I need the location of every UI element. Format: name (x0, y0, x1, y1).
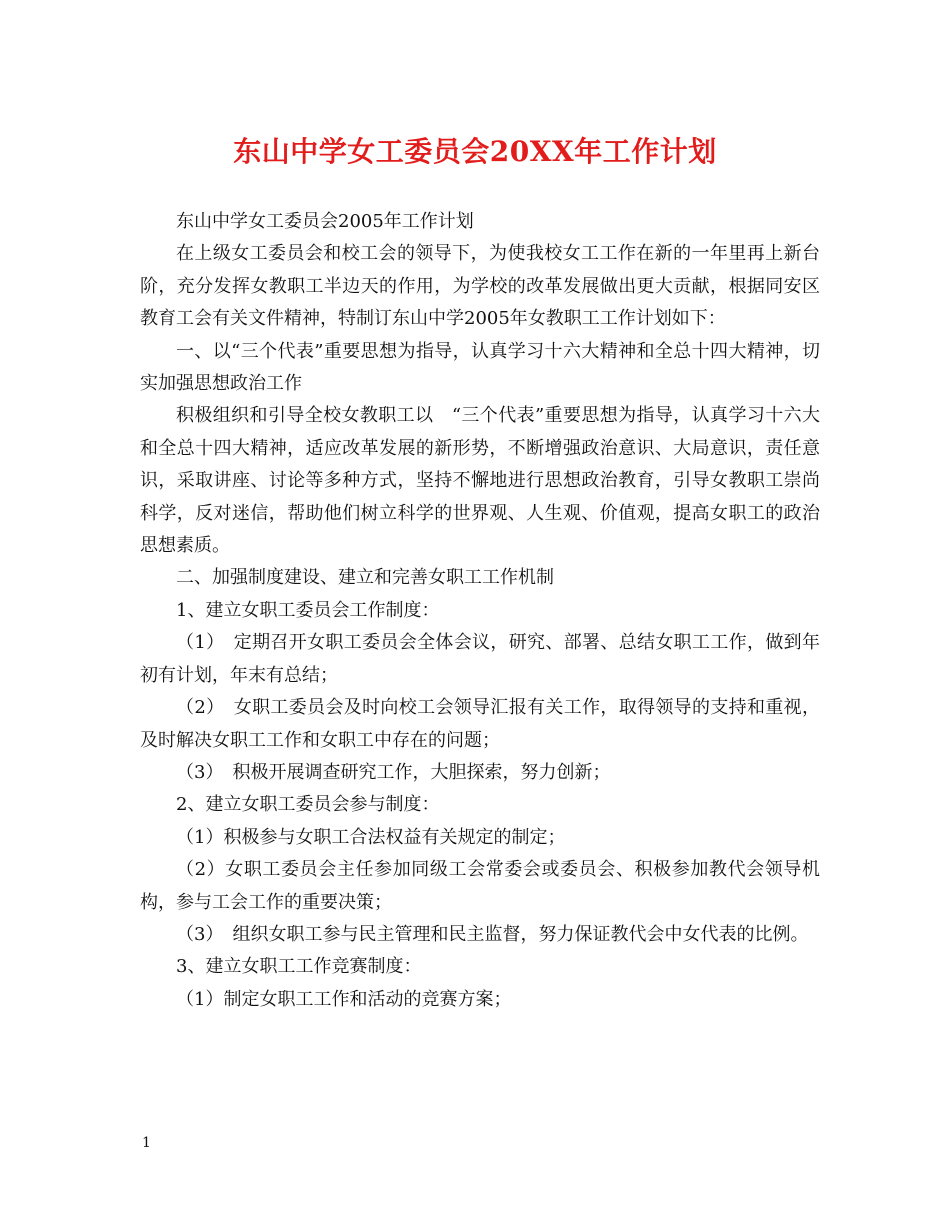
section-heading-1: 一、以“三个代表”重要思想为指导，认真学习十六大精神和全总十四大精神，切实加强思想政治工作 (140, 340, 820, 395)
page-number: 1 (142, 1135, 151, 1151)
list-item: （2） 女职工委员会及时向校工会领导汇报有关工作，取得领导的支持和重视，及时解决女职工工作和女职工中存在的问题； (140, 697, 820, 751)
list-item: （1） 定期召开女职工委员会全体会议，研究、部署、总结女职工工作，做到年初有计划，年末有总结； (140, 632, 820, 686)
paragraph-intro: 在上级女工委员会和校工会的领导下，为使我校女工工作在新的一年里再上新台阶，充分发挥女教职工半边天的作用，为学校的改革发展做出更大贡献，根据同安区教育工会有关文件精神，特制订东山中学2005年女教职工工作计划如下： (140, 243, 820, 330)
list-item: （2）女职工委员会主任参加同级工会常委会或委员会、积极参加教代会领导机构，参与工会工作的重要决策； (140, 859, 820, 913)
list-item: （1）积极参与女职工合法权益有关规定的制定； (176, 826, 566, 848)
list-item: （3） 积极开展调查研究工作，大胆探索，努力创新； (176, 761, 611, 783)
list-item: （3） 组织女职工参与民主管理和民主监督，努力保证教代会中女代表的比例。 (176, 923, 809, 945)
paragraph-subtitle: 东山中学女工委员会2005年工作计划 (176, 211, 474, 232)
subsection-heading-1: 1、建立女职工委员会工作制度： (176, 599, 440, 621)
subsection-heading-3: 3、建立女职工工作竞赛制度： (176, 956, 422, 978)
document-title: 东山中学女工委员会20XX年工作计划 (233, 135, 717, 168)
list-item: （1）制定女职工工作和活动的竞赛方案； (176, 988, 512, 1010)
paragraph-section-1: 积极组织和引导全校女教职工以 “三个代表”重要思想为指导，认真学习十六大和全总十四大精神，适应改革发展的新形势，不断增强政治意识、大局意识，责任意识，采取讲座、讨论等多种方式，坚持不懈地进行思想政治教育，引导女教职工崇尚科学，反对迷信，帮助他们树立科学的世界观、人生观、价值观，提高女职工的政治思想素质。 (140, 405, 820, 557)
document-body (140, 206, 820, 1016)
section-heading-2: 二、加强制度建设、建立和完善女职工工作机制 (176, 567, 554, 589)
subsection-heading-2: 2、建立女职工委员会参与制度： (176, 794, 440, 816)
